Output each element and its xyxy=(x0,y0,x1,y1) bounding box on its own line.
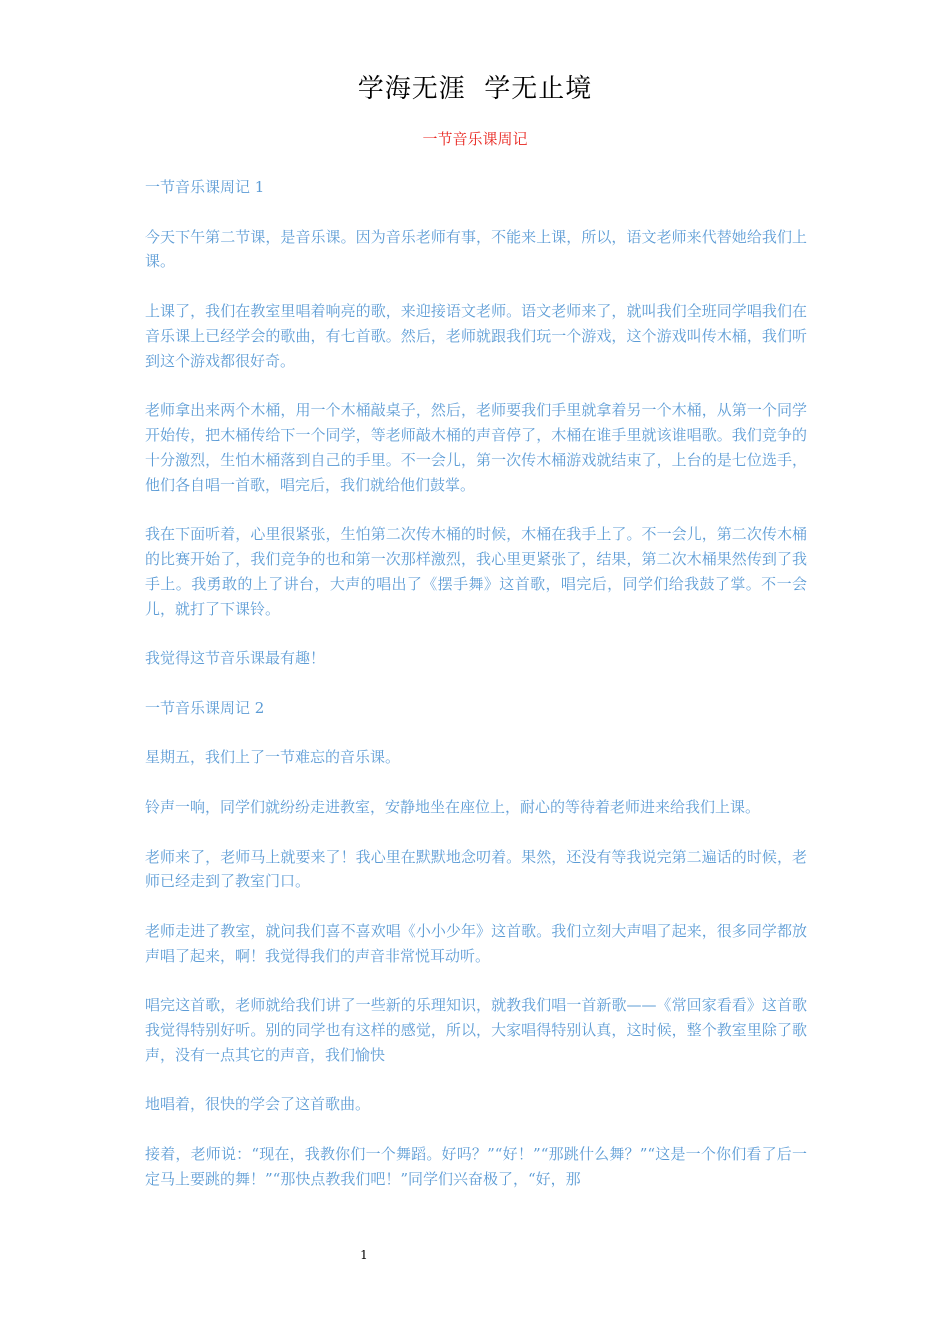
paragraph: 铃声一响，同学们就纷纷走进教室，安静地坐在座位上，耐心的等待着老师进来给我们上课。 xyxy=(145,797,761,816)
paragraph: 今天下午第二节课，是音乐课。因为音乐老师有事，不能来上课，所以，语文老师来代替她给我们上课。 xyxy=(145,227,807,271)
paragraph: 老师来了，老师马上就要来了！我心里在默默地念叨着。果然，还没有等我说完第二遍话的时候，老师已经走到了教室门口。 xyxy=(145,847,807,891)
paragraph: 星期五，我们上了一节难忘的音乐课。 xyxy=(145,748,401,767)
document-body xyxy=(145,175,807,1216)
paragraph: 老师走进了教室，就问我们喜不喜欢唱《小小少年》这首歌。我们立刻大声唱了起来，很多同学都放声唱了起来，啊！我觉得我们的声音非常悦耳动听。 xyxy=(145,921,807,965)
section-heading-1: 一节音乐课周记 1 xyxy=(145,178,265,196)
paragraph: 接着，老师说：“现在，我教你们一个舞蹈。好吗？”“好！”“那跳什么舞？”“这是一个你们看了后一定马上要跳的舞！”“那快点教我们吧！”同学们兴奋极了，“好，那 xyxy=(145,1145,807,1188)
paragraph: 唱完这首歌，老师就给我们讲了一些新的乐理知识，就教我们唱一首新歌——《常回家看看》这首歌我觉得特别好听。别的同学也有这样的感觉，所以，大家唱得特别认真，这时候，整个教室里除了歌声，没有一点其它的声音，我们愉快 xyxy=(145,996,807,1064)
paragraph: 上课了，我们在教室里唱着响亮的歌，来迎接语文老师。语文老师来了，就叫我们全班同学唱我们在音乐课上已经学会的歌曲，有七首歌。然后，老师就跟我们玩一个游戏，这个游戏叫传木桶，我们听到这个游戏都很好奇。 xyxy=(145,301,807,370)
page-number: 1 xyxy=(360,1248,368,1262)
header-title: 学海无涯 学无止境 xyxy=(357,74,593,104)
section-heading-2: 一节音乐课周记 2 xyxy=(145,698,265,717)
paragraph: 老师拿出来两个木桶，用一个木桶敲桌子，然后，老师要我们手里就拿着另一个木桶，从第一个同学开始传，把木桶传给下一个同学，等老师敲木桶的声音停了，木桶在谁手里就该谁唱歌。我们竞争的十分激烈，生怕木桶落到自己的手里。不一会儿，第一次传木桶游戏就结束了，上台的是七位选手，他们各自唱一首歌，唱完后，我们就给他们鼓掌。 xyxy=(145,401,807,494)
document-title: 一节音乐课周记 xyxy=(422,130,528,148)
paragraph: 地唱着，很快的学会了这首歌曲。 xyxy=(145,1095,371,1114)
paragraph: 我觉得这节音乐课最有趣！ xyxy=(145,649,326,668)
paragraph: 我在下面听着，心里很紧张，生怕第二次传木桶的时候，木桶在我手上了。不一会儿，第二次传木桶的比赛开始了，我们竞争的也和第一次那样激烈，我心里更紧张了，结果，第二次木桶果然传到了我手上。我勇敢的上了讲台，大声的唱出了《摆手舞》这首歌，唱完后，同学们给我鼓了掌。不一会儿，就打了下课铃。 xyxy=(145,525,807,618)
